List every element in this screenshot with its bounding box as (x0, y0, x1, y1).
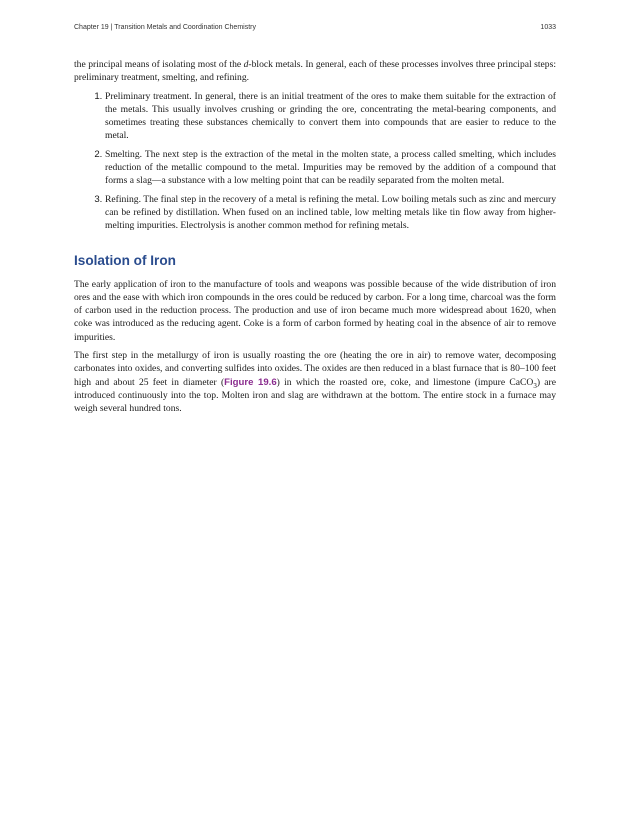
chapter-heading (74, 24, 256, 31)
process-steps-list (74, 90, 556, 233)
list-item: 2. Smelting. The next step is the extraction of the metal in the molten state, a process called smelting, which includes reduction of the metallic compound to the metal. Impurities may be removed by the addition of a compound that forms a slag—a substance with a low melting point that can be readily separated from the molten metal. (105, 148, 556, 188)
page-number: 1033 (540, 24, 556, 31)
running-header (74, 24, 556, 31)
section-heading: Isolation of Iron (74, 252, 176, 268)
intro-text-end: -block metals. In general, each of these processes involves three principal steps: preliminary treatment, smelting, and refining. (74, 59, 556, 84)
para2-text-b: ) in which the roasted ore, coke, and limestone (impure CaCO (276, 376, 534, 388)
section-paragraph-1: The early application of iron to the manufacture of tools and weapons was possible because of the wide distribution of iron ores and the ease with which iron compounds in the ores could be reduced by carbon. For a long time, charcoal was the form of carbon used in the reduction process. The production and use of iron became much more widespread about 1620, when coke was introduced as the reducing agent. Coke is a form of carbon formed by heating coal in the absence of air to remove impurities. (74, 278, 556, 343)
figure-link[interactable]: Figure 19.6 (224, 376, 277, 388)
para2-text-a: The first step in the metallurgy of iron is usually roasting the ore (heating the ore in air) to remove water, decomposing carbonates into oxides, and converting sulfides into oxides. The oxides are then reduced in a blast furnace that is 80–100 feet high and about 25 feet in diameter ( (74, 350, 556, 388)
list-item: 3. Refining. The final step in the recovery of a metal is refining the metal. Low boiling metals such as zinc and mercury can be refined by distillation. When fused on an inclined table, low melting metals like tin flow away from higher-melting impurities. Electrolysis is another common method for refining metals. (105, 193, 556, 233)
chapter-label: Chapter 19 (74, 24, 109, 31)
list-item: 1. Preliminary treatment. In general, there is an initial treatment of the ores to make them suitable for the extraction of the metals. This usually involves crushing or grinding the ore, concentrating the metal-bearing components, and sometimes treating these substances chemically to convert them into compounds that are easier to reduce to the metal. (105, 90, 556, 143)
chapter-title: Transition Metals and Coordination Chemistry (114, 24, 256, 31)
para2-text-c: ) are introduced continuously into the top. Molten iron and slag are withdrawn at the bottom. The entire stock in a furnace may weigh several hundred tons. (74, 376, 556, 415)
intro-text-start: the principal means of isolating most of the (74, 59, 244, 70)
intro-paragraph (74, 58, 556, 85)
header-separator: | (108, 24, 115, 31)
section-paragraph-2 (74, 349, 556, 415)
intro-d-italic: d (243, 59, 249, 70)
main-content (74, 58, 556, 421)
subscript-3: 3 (533, 381, 537, 390)
